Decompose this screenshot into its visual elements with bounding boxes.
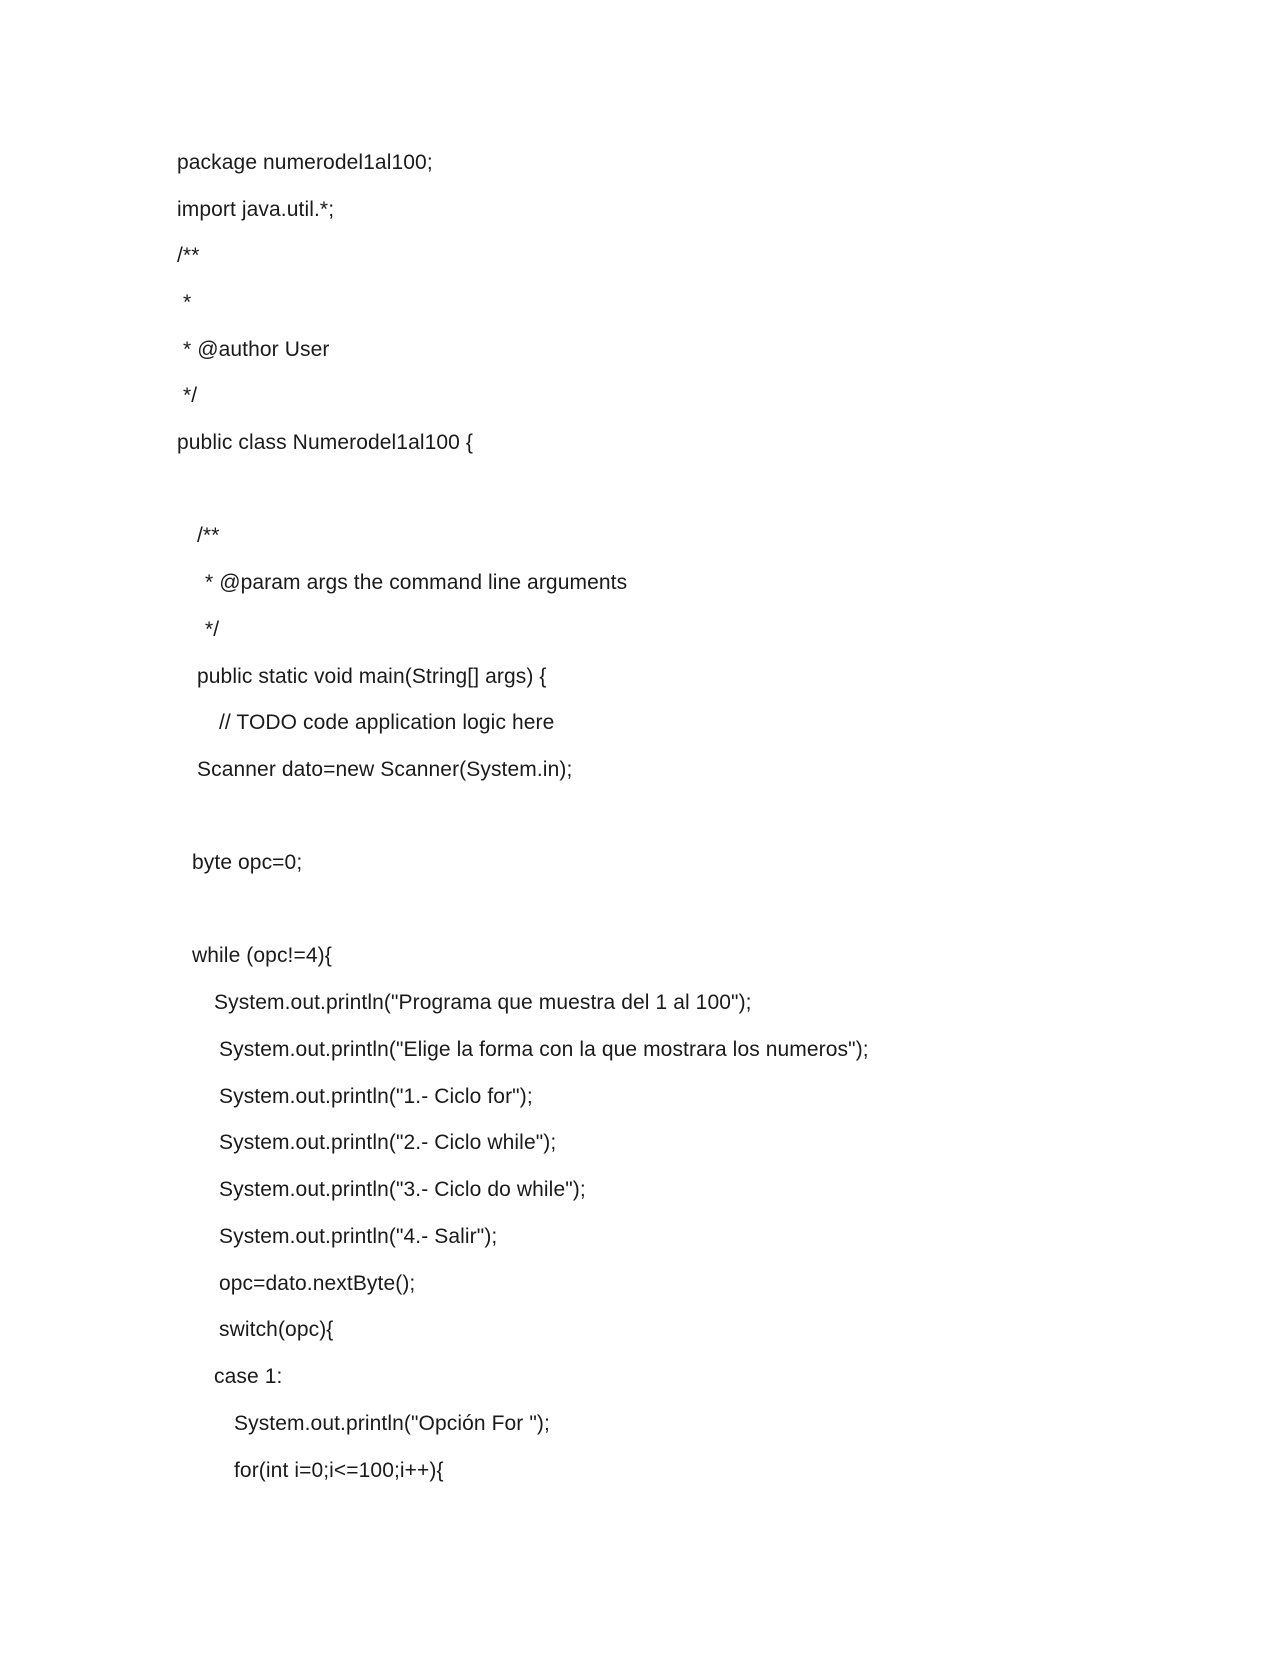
code-line: *	[183, 291, 192, 314]
code-line: /**	[197, 524, 220, 547]
code-line: System.out.println("Elige la forma con la que mostrara los numeros");	[219, 1038, 869, 1061]
code-line: System.out.println("1.- Ciclo for");	[219, 1085, 533, 1108]
code-line: System.out.println("2.- Ciclo while");	[219, 1131, 557, 1154]
code-line: opc=dato.nextByte();	[219, 1272, 416, 1295]
code-line: for(int i=0;i<=100;i++){	[234, 1459, 444, 1482]
code-line: System.out.println("Programa que muestra del 1 al 100");	[214, 991, 752, 1014]
code-line: System.out.println("4.- Salir");	[219, 1225, 498, 1248]
code-line: byte opc=0;	[192, 851, 303, 874]
code-line: System.out.println("Opción For ");	[234, 1412, 550, 1435]
code-line: public static void main(String[] args) {	[197, 665, 547, 688]
code-line: switch(opc){	[219, 1318, 334, 1341]
code-line: Scanner dato=new Scanner(System.in);	[197, 758, 573, 781]
code-line: import java.util.*;	[177, 198, 335, 221]
code-line: */	[205, 618, 220, 641]
code-line: public class Numerodel1al100 {	[177, 431, 474, 454]
code-line: System.out.println("3.- Ciclo do while");	[219, 1178, 586, 1201]
code-line: /**	[177, 244, 200, 267]
code-line: package numerodel1al100;	[177, 151, 433, 174]
code-line: while (opc!=4){	[192, 944, 332, 967]
code-line: case 1:	[214, 1365, 283, 1388]
code-line: * @author User	[183, 338, 330, 361]
code-line: */	[183, 384, 198, 407]
code-line: * @param args the command line arguments	[205, 571, 628, 594]
code-line: // TODO code application logic here	[219, 711, 555, 734]
